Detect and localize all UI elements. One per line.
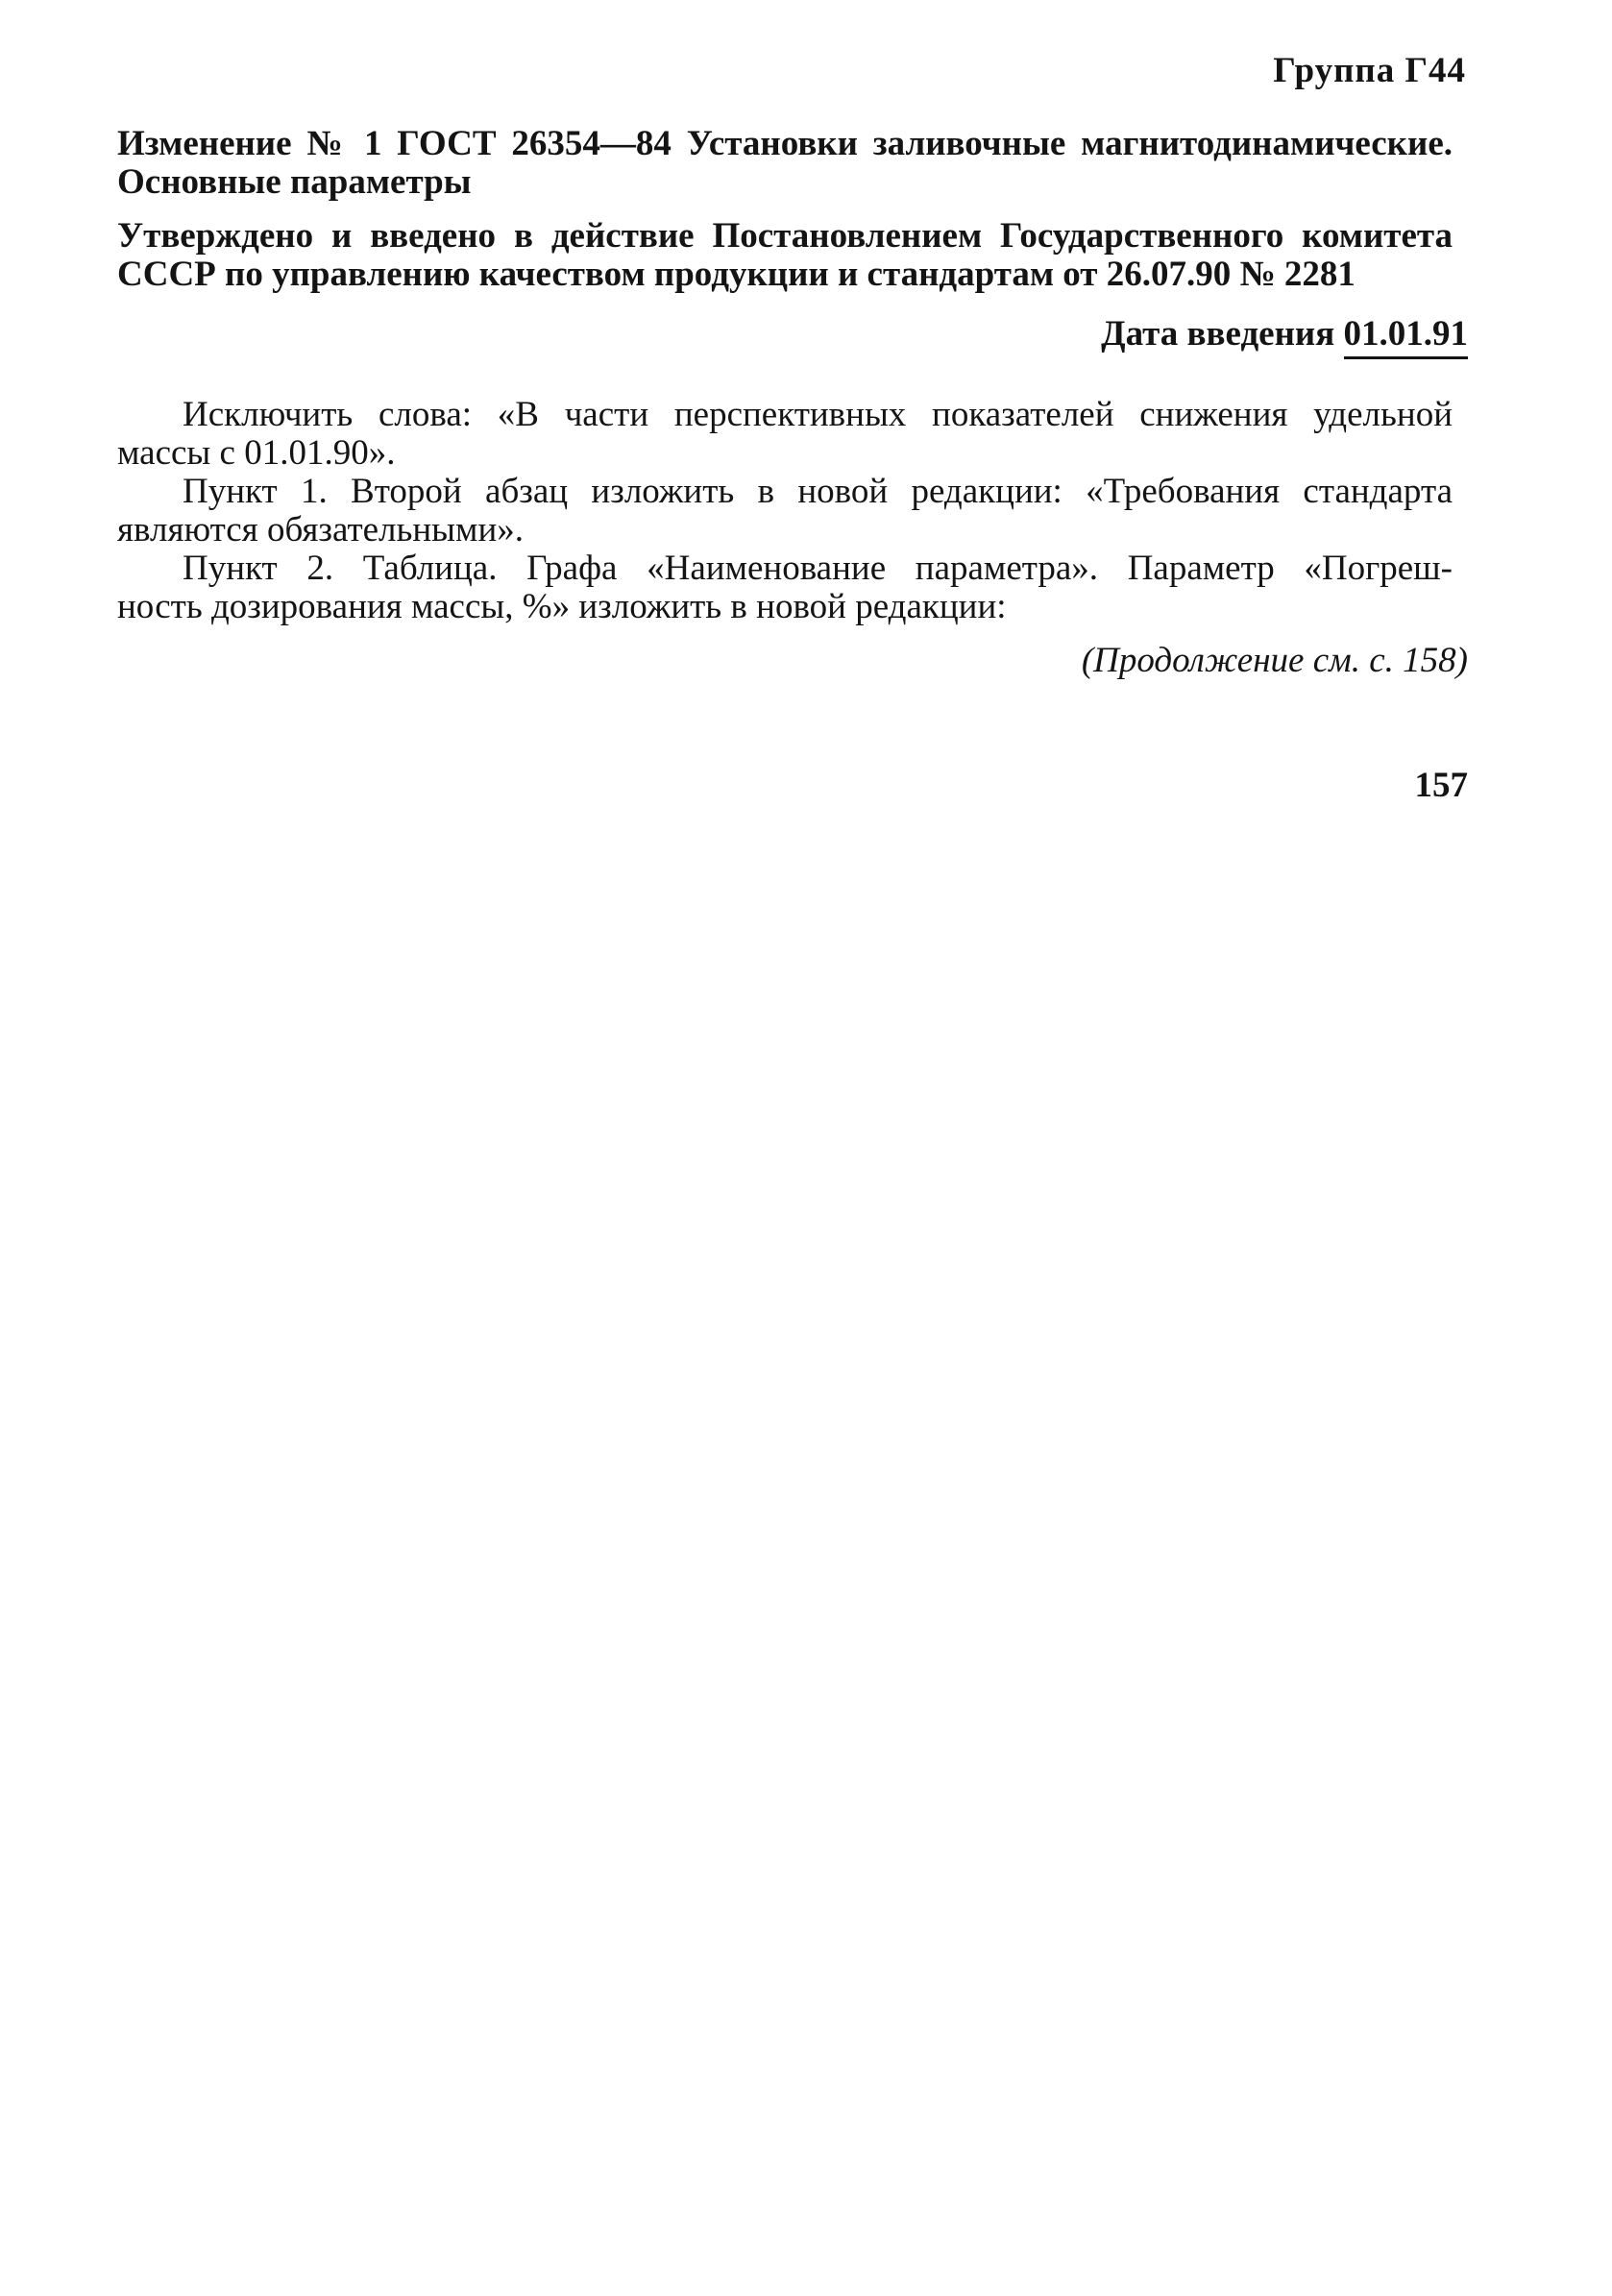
title-line-2: Основные параметры bbox=[117, 162, 472, 202]
approval-line-1: Утверждено и введено в действие Постановлением Государственного комитета bbox=[117, 216, 1453, 256]
paragraph-3-line-1: Пункт 2. Таблица. Графа «Наименование параметра». Параметр «Погреш- bbox=[183, 549, 1453, 588]
paragraph-item-1 bbox=[117, 473, 1453, 550]
document-title bbox=[117, 125, 1453, 202]
paragraph-exclude-words bbox=[117, 396, 1453, 473]
paragraph-2-rest: являются обязательными». bbox=[117, 510, 525, 550]
paragraph-1-line-1: Исключить слова: «В части перспективных показателей снижения удельной bbox=[183, 395, 1453, 434]
approval-statement bbox=[117, 217, 1453, 294]
introduction-date-label: Дата введения bbox=[1101, 314, 1335, 354]
paragraph-item-2 bbox=[117, 550, 1453, 626]
paragraph-1-rest: массы с 01.01.90». bbox=[117, 433, 396, 473]
paragraph-2-line-1: Пункт 1. Второй абзац изложить в новой редакции: «Требования стандарта bbox=[183, 472, 1453, 511]
group-code: Группа Г44 bbox=[1273, 51, 1466, 90]
title-line-1: Изменение № 1 ГОСТ 26354—84 Установки заливочные магнитодинамические. bbox=[117, 124, 1453, 163]
approval-line-2: СССР по управлению качеством продукции и стандартам от 26.07.90 № 2281 bbox=[117, 255, 1356, 294]
continuation-note: (Продолжение см. с. 158) bbox=[1081, 641, 1468, 680]
paragraph-3-rest: ность дозирования массы, %» изложить в новой редакции: bbox=[117, 587, 1007, 626]
introduction-date bbox=[1101, 313, 1468, 359]
page-number: 157 bbox=[1414, 766, 1468, 805]
introduction-date-value: 01.01.91 bbox=[1344, 313, 1469, 359]
